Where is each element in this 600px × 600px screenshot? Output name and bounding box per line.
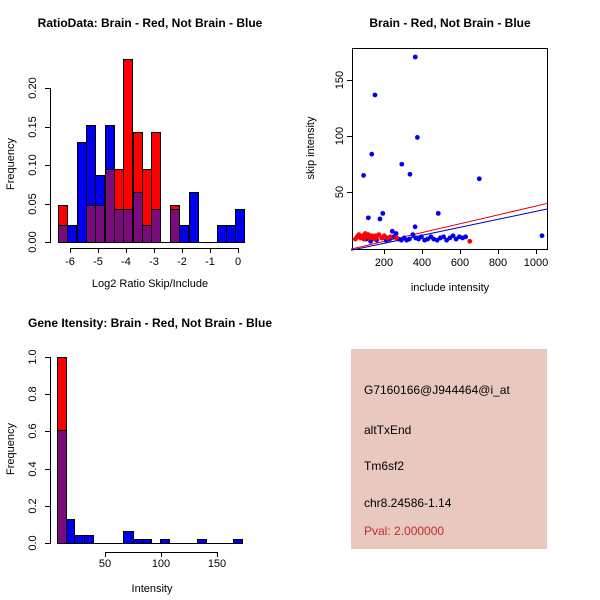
x-tick-mark (384, 250, 385, 254)
regression-line-line_blue (351, 209, 548, 250)
hist-bar (58, 205, 68, 243)
y-tick-label: 0.05 (27, 193, 39, 215)
x-tick-mark (154, 248, 155, 253)
regression-line-line_red (351, 203, 548, 249)
hist-bar (105, 125, 115, 243)
x-tick-label: -4 (121, 256, 131, 268)
scatter-point-red (370, 233, 375, 238)
scatter-point-red (368, 236, 373, 241)
scatter-point-red (379, 236, 384, 241)
gene-hist-xlabel: Intensity (131, 583, 173, 595)
y-tick-mark (45, 242, 50, 243)
y-tick-mark (347, 80, 352, 81)
scatter-point-blue (410, 232, 415, 237)
scatter-point-red (355, 234, 360, 239)
hist-bar-overlap (133, 192, 143, 243)
scatter-point-blue (373, 93, 378, 98)
gene-hist-title: Gene Itensity: Brain - Red, Not Brain - Blue (27, 316, 273, 330)
hist-bar (133, 132, 143, 243)
hist-bar (197, 539, 207, 544)
scatter-point-red (360, 233, 365, 238)
scatter-point-blue (436, 211, 441, 216)
scatter-point-red (361, 237, 366, 242)
y-tick-label: 0.0 (27, 535, 39, 551)
y-tick-label: 150 (334, 70, 346, 90)
x-tick-label: 0 (234, 256, 242, 268)
scatter-point-blue (540, 233, 545, 238)
scatter-point-blue (390, 229, 395, 234)
y-tick-mark (45, 394, 50, 395)
y-tick-mark (45, 431, 50, 432)
scatter-point-blue (387, 237, 392, 242)
x-axis-line (105, 552, 218, 553)
y-tick-mark (45, 165, 50, 166)
y-tick-label: 50 (334, 185, 346, 199)
scatter-point-blue (369, 152, 374, 157)
scatter-point-blue (413, 236, 418, 241)
info-event-type: altTxEnd (364, 423, 412, 437)
y-tick-label: 1.0 (27, 349, 39, 365)
scatter-point-blue (391, 234, 396, 239)
hist-bar (66, 519, 75, 544)
hist-bar (133, 539, 143, 544)
y-axis-line (50, 357, 51, 544)
scatter-point-blue (402, 236, 407, 241)
scatter-point-blue (384, 238, 389, 243)
scatter-point-blue (374, 238, 379, 243)
hist-baseline (57, 543, 243, 544)
hist-bar (170, 205, 180, 243)
hist-bar (233, 539, 243, 544)
hist-bar-overlap (170, 209, 180, 243)
hist-bar (74, 535, 85, 544)
scatter-point-blue (399, 238, 404, 243)
x-tick-mark (105, 552, 106, 557)
y-tick-mark (45, 543, 50, 544)
x-tick-label: 150 (207, 558, 227, 570)
info-location: chr8.24586-1.14 (364, 496, 452, 510)
hist-bar (77, 142, 87, 243)
hist-bar (84, 535, 94, 544)
x-tick-label: 600 (450, 257, 470, 269)
scatter-point-blue (396, 237, 401, 242)
x-tick-mark (217, 552, 218, 557)
scatter-ylabel: skip intensity (305, 116, 317, 180)
gene-hist-ylabel: Frequency (5, 423, 17, 475)
scatter-point-blue (364, 237, 369, 242)
y-tick-mark (45, 127, 50, 128)
y-tick-mark (347, 192, 352, 193)
info-gene-name: Tm6sf2 (364, 459, 405, 473)
scatter-xlabel: include intensity (410, 282, 490, 294)
hist-bar-overlap (86, 205, 96, 243)
x-tick-label: -3 (149, 256, 159, 268)
x-tick-label: 400 (412, 257, 432, 269)
y-tick-mark (45, 357, 50, 358)
x-tick-label: 800 (488, 257, 508, 269)
x-tick-mark (238, 248, 239, 253)
y-tick-label: 0.8 (27, 386, 39, 402)
hist-bar (235, 209, 245, 243)
scatter-point-blue (413, 224, 418, 229)
scatter-point-blue (407, 237, 412, 242)
y-tick-label: 0.4 (27, 461, 39, 477)
hist-bar (86, 125, 96, 243)
x-axis-line (70, 248, 239, 249)
hist-bar (226, 225, 236, 243)
y-axis-line (50, 88, 51, 243)
y-tick-label: 0.6 (27, 423, 39, 439)
hist-bar (123, 59, 133, 243)
x-tick-mark (460, 250, 461, 254)
scatter-point-blue (457, 234, 462, 239)
scatter-point-blue (438, 236, 443, 241)
hist-bar (142, 539, 152, 544)
hist-bar (123, 531, 134, 544)
scatter-point-blue (366, 215, 371, 220)
y-tick-label: 0.20 (27, 77, 39, 99)
scatter-point-red (353, 237, 358, 242)
y-tick-label: 0.10 (27, 154, 39, 176)
y-tick-label: 0.00 (27, 231, 39, 253)
ratio-hist-xlabel: Log2 Ratio Skip/Include (91, 278, 209, 290)
x-tick-mark (161, 552, 162, 557)
scatter-point-red (388, 234, 393, 239)
x-tick-mark (98, 248, 99, 253)
scatter-point-red (382, 233, 387, 238)
x-tick-label: 200 (374, 257, 394, 269)
x-tick-mark (126, 248, 127, 253)
x-tick-label: 50 (98, 558, 112, 570)
x-tick-mark (210, 248, 211, 253)
hist-bar-overlap (142, 225, 152, 243)
x-tick-mark (498, 250, 499, 254)
scatter-point-blue (378, 217, 383, 222)
scatter-title: Brain - Red, Not Brain - Blue (369, 16, 531, 30)
hist-bar-overlap (123, 209, 133, 243)
hist-bar-overlap (151, 209, 161, 243)
scatter-point-red (394, 236, 399, 241)
scatter-point-red (385, 236, 390, 241)
scatter-point-blue (416, 237, 421, 242)
hist-bar (95, 175, 105, 243)
scatter-point-blue (454, 237, 459, 242)
scatter-plot-box (352, 48, 548, 250)
x-tick-label: -1 (205, 256, 215, 268)
hist-bar (67, 225, 77, 243)
scatter-point-blue (419, 234, 424, 239)
scatter-point-blue (431, 237, 436, 242)
scatter-point-blue (380, 211, 385, 216)
y-tick-label: 0.15 (27, 116, 39, 138)
ratio-hist-ylabel: Frequency (5, 138, 17, 190)
hist-bar-overlap (58, 225, 68, 243)
scatter-point-red (373, 233, 378, 238)
hist-baseline (58, 242, 245, 243)
hist-bar (151, 132, 161, 243)
x-tick-mark (536, 250, 537, 254)
y-tick-mark (45, 204, 50, 205)
hist-bar-overlap (57, 430, 67, 544)
scatter-point-blue (394, 231, 399, 236)
x-tick-label: -2 (177, 256, 187, 268)
scatter-point-red (377, 232, 382, 237)
hist-bar-overlap (105, 169, 115, 243)
ratio-hist-title: RatioData: Brain - Red, Not Brain - Blue (37, 16, 263, 30)
scatter-point-blue (361, 173, 366, 178)
x-tick-label: 100 (151, 558, 171, 570)
scatter-point-red (363, 231, 368, 236)
scatter-point-blue (413, 55, 418, 60)
scatter-point-red (467, 239, 472, 244)
hist-bar (57, 357, 67, 544)
info-pval: Pval: 2.000000 (364, 524, 445, 538)
y-tick-mark (347, 136, 352, 137)
y-tick-mark (45, 469, 50, 470)
hist-bar-overlap (95, 205, 105, 243)
scatter-point-blue (380, 236, 385, 241)
scatter-point-blue (404, 238, 409, 243)
x-tick-label: -5 (93, 256, 103, 268)
scatter-point-blue (463, 234, 468, 239)
x-tick-mark (70, 248, 71, 253)
info-probe-id: G7160166@J944464@i_at (364, 383, 510, 397)
scatter-point-red (364, 234, 369, 239)
x-tick-label: -6 (65, 256, 75, 268)
scatter-points-layer (300, 0, 600, 300)
x-tick-label: 1000 (523, 257, 549, 269)
y-tick-mark (45, 506, 50, 507)
scatter-point-blue (422, 238, 427, 243)
hist-bar (189, 192, 199, 243)
hist-bar (142, 169, 152, 243)
scatter-point-blue (460, 236, 465, 241)
scatter-point-blue (399, 162, 404, 167)
scatter-point-blue (451, 233, 456, 238)
scatter-point-red (372, 237, 377, 242)
scatter-point-blue (368, 239, 373, 244)
hist-bar-overlap (114, 209, 124, 243)
scatter-point-blue (447, 236, 452, 241)
scatter-point-blue (441, 234, 446, 239)
scatter-point-blue (477, 176, 482, 181)
y-tick-label: 0.2 (27, 498, 39, 514)
scatter-point-red (366, 232, 371, 237)
scatter-point-blue (428, 234, 433, 239)
scatter-point-blue (415, 135, 420, 140)
hist-bar (114, 169, 124, 243)
scatter-point-red (358, 236, 363, 241)
hist-bar (160, 539, 170, 544)
scatter-point-blue (435, 238, 440, 243)
scatter-point-blue (408, 172, 413, 177)
scatter-point-blue (425, 237, 430, 242)
info-panel (351, 349, 547, 549)
y-tick-label: 100 (334, 126, 346, 146)
hist-bar (217, 225, 227, 243)
scatter-point-red (374, 234, 379, 239)
hist-bar (179, 225, 189, 243)
y-tick-mark (45, 88, 50, 89)
scatter-point-red (356, 232, 361, 237)
scatter-point-blue (444, 238, 449, 243)
x-tick-mark (422, 250, 423, 254)
x-tick-mark (182, 248, 183, 253)
